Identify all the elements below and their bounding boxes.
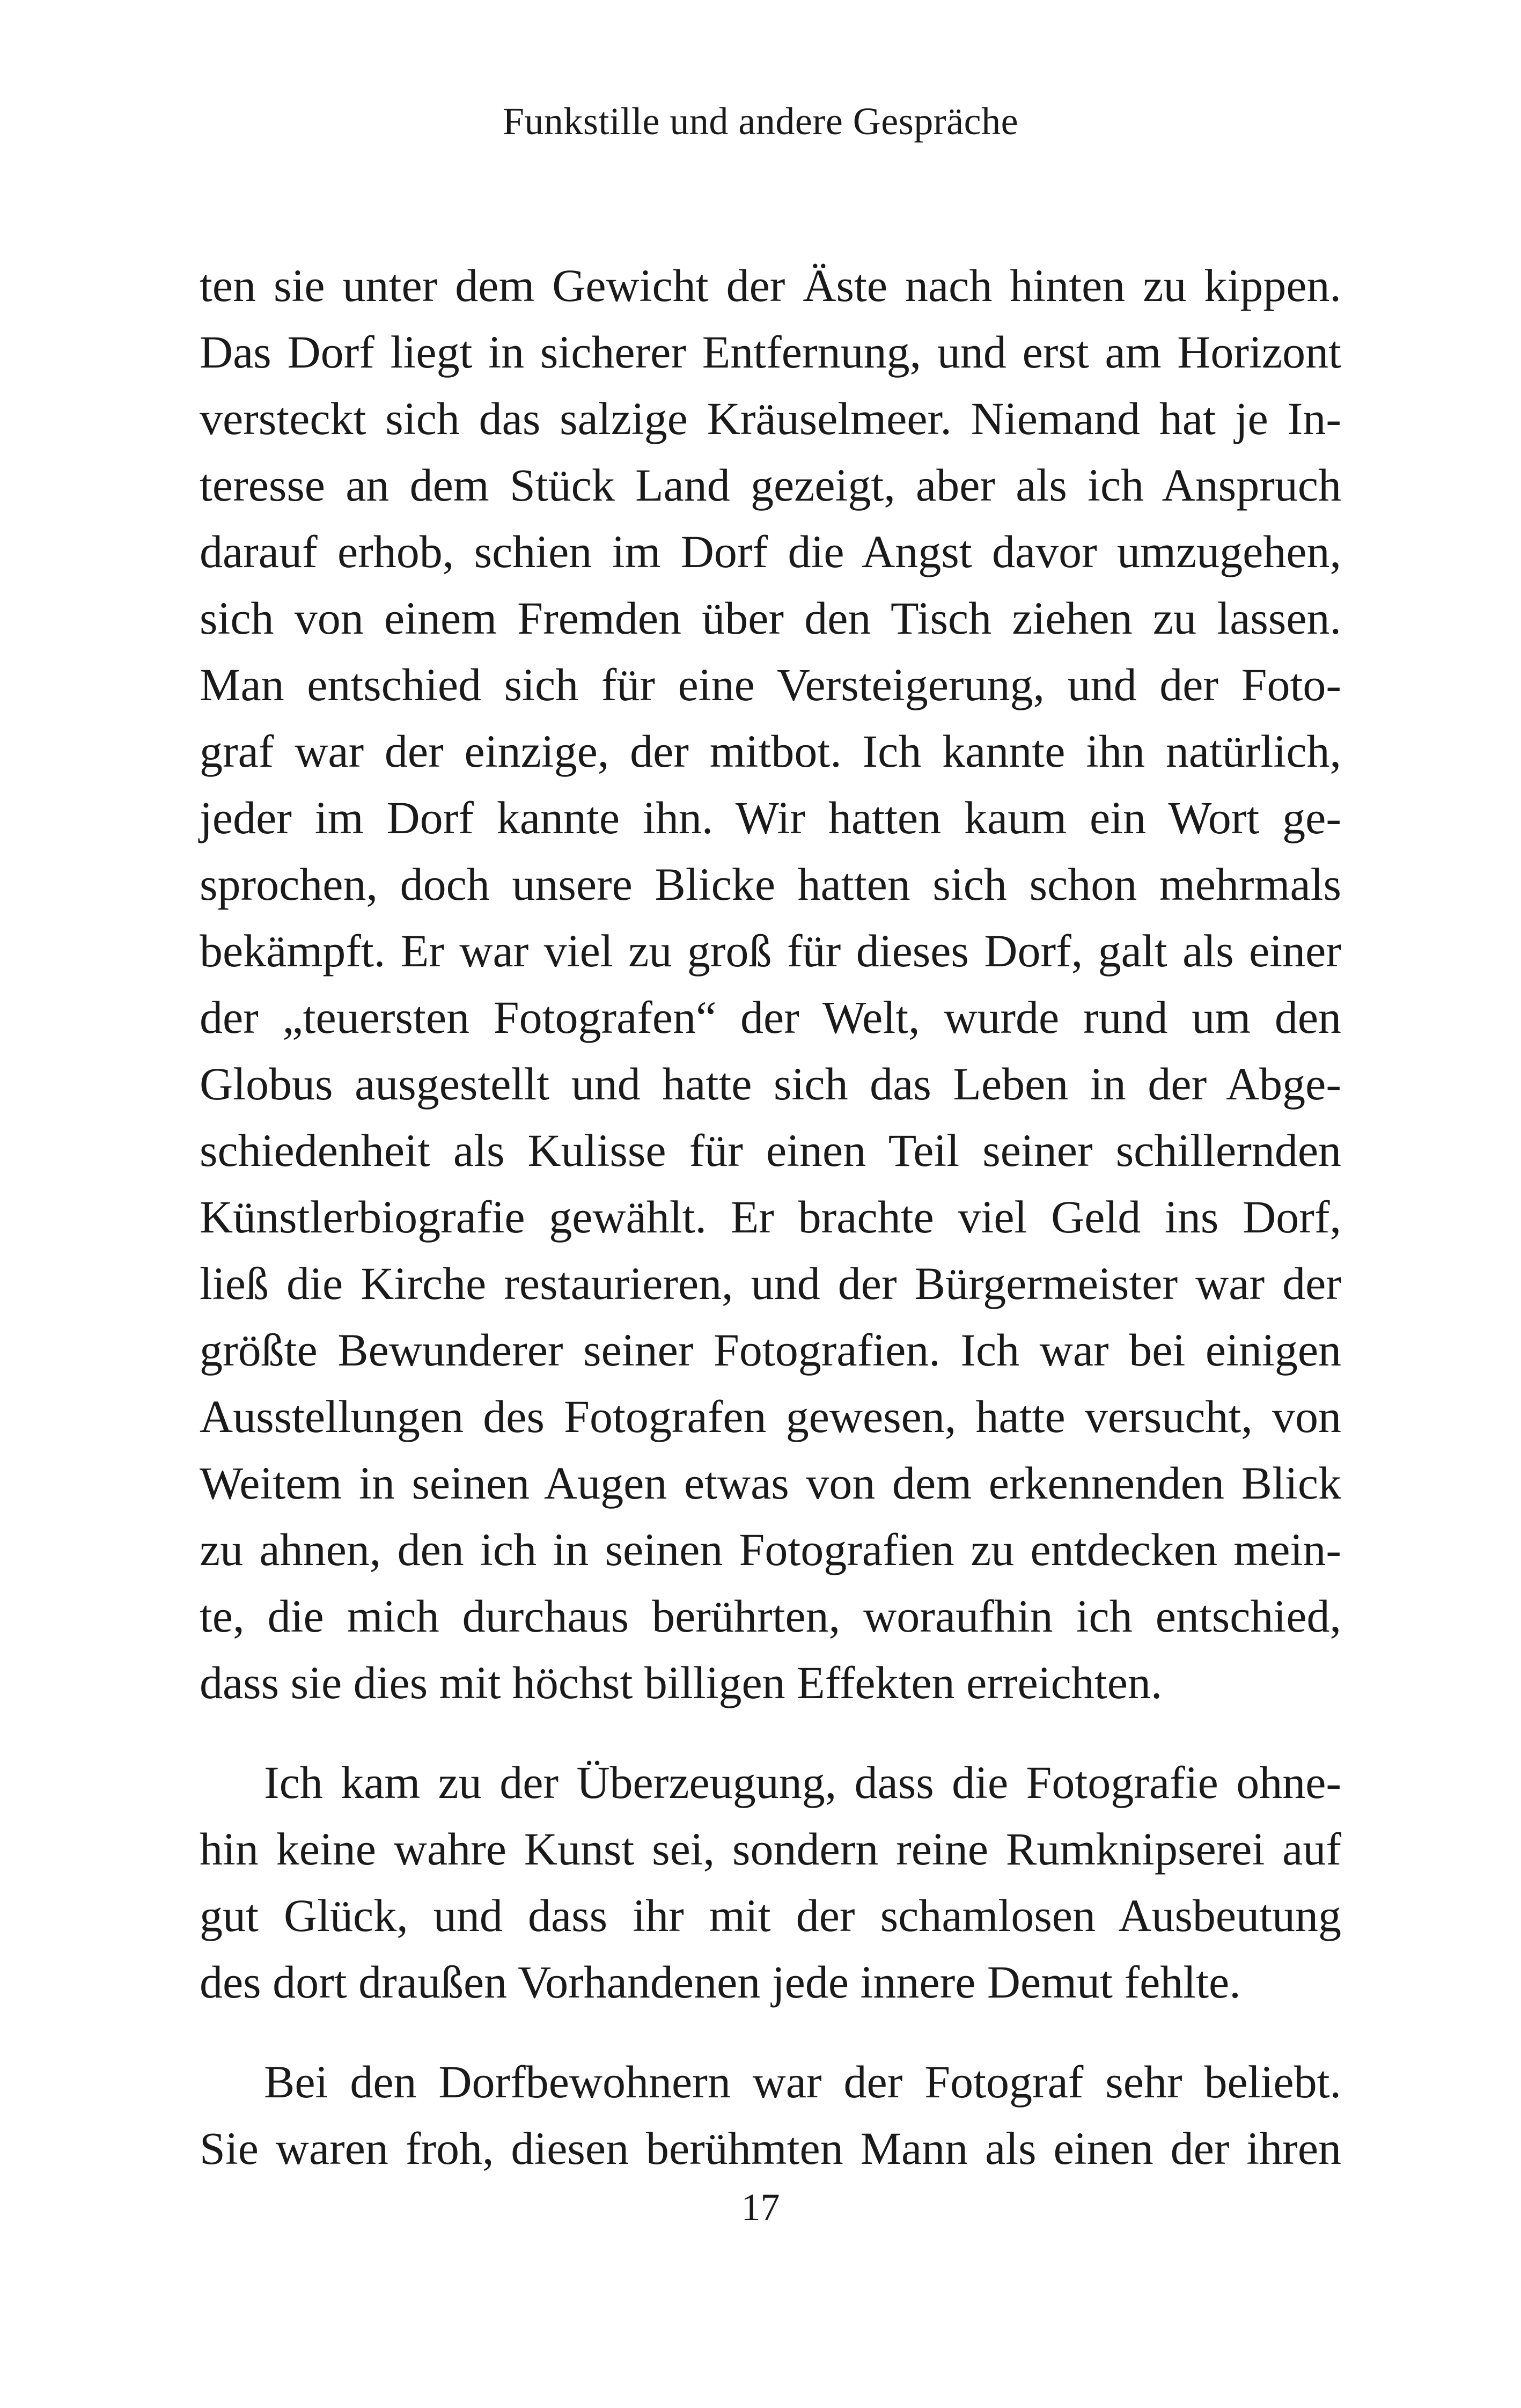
paragraph: [200, 252, 1341, 1716]
text-line: jeder im Dorf kannte ihn. Wir hatten kaum ein Wort ge-: [200, 792, 1341, 843]
text-line: Künstlerbiografie gewählt. Er brachte viel Geld ins Dorf,: [200, 1191, 1341, 1243]
text-line: darauf erhob, schien im Dorf die Angst davor umzugehen,: [200, 526, 1341, 577]
text-line: Weitem in seinen Augen etwas von dem erkennenden Blick: [200, 1457, 1341, 1509]
text-line: sich von einem Fremden über den Tisch ziehen zu lassen.: [200, 592, 1341, 644]
text-line: Ausstellungen des Fotografen gewesen, hatte versucht, von: [200, 1391, 1341, 1442]
paragraph-spacer: [200, 2015, 1341, 2049]
body-text: [200, 252, 1341, 2182]
running-head: Funkstille und andere Gespräche: [502, 100, 1019, 143]
text-line: Man entschied sich für eine Versteigerung, und der Foto-: [200, 659, 1341, 710]
text-line: dass sie dies mit höchst billigen Effekten erreichten.: [200, 1657, 1163, 1708]
text-line: größte Bewunderer seiner Fotografien. Ich war bei einigen: [200, 1324, 1341, 1376]
paragraph: [200, 1749, 1341, 2015]
text-line: ließ die Kirche restaurieren, und der Bürgermeister war der: [200, 1258, 1341, 1309]
text-line: zu ahnen, den ich in seinen Fotografien zu entdecken mein-: [200, 1524, 1341, 1575]
text-line: teresse an dem Stück Land gezeigt, aber als ich Anspruch: [200, 459, 1341, 511]
text-line: te, die mich durchaus berührten, woraufhin ich entschied,: [200, 1590, 1341, 1642]
text-line: hin keine wahre Kunst sei, sondern reine Rumknipserei auf: [200, 1823, 1341, 1875]
text-line: des dort draußen Vorhandenen jede innere Demut fehlte.: [200, 1956, 1241, 2008]
text-line: versteckt sich das salzige Kräuselmeer. Niemand hat je In-: [200, 393, 1341, 444]
text-line: der „teuersten Fotografen“ der Welt, wurde rund um den: [200, 992, 1341, 1043]
text-line: bekämpft. Er war viel zu groß für dieses Dorf, galt als einer: [200, 925, 1341, 977]
text-line: graf war der einzige, der mitbot. Ich kannte ihn natürlich,: [200, 725, 1341, 777]
text-line: sprochen, doch unsere Blicke hatten sich schon mehrmals: [200, 858, 1341, 910]
text-line: Das Dorf liegt in sicherer Entfernung, und erst am Horizont: [200, 326, 1341, 378]
text-line: schiedenheit als Kulisse für einen Teil seiner schillernden: [200, 1125, 1341, 1176]
text-line: gut Glück, und dass ihr mit der schamlosen Ausbeutung: [200, 1890, 1341, 1941]
text-line: Sie waren froh, diesen berühmten Mann als einen der ihren: [200, 2123, 1341, 2174]
text-line: Ich kam zu der Überzeugung, dass die Fotografie ohne-: [264, 1757, 1341, 1808]
text-line: ten sie unter dem Gewicht der Äste nach hinten zu kippen.: [200, 260, 1341, 311]
text-line: Globus ausgestellt und hatte sich das Leben in der Abge-: [200, 1058, 1341, 1110]
page-number: 17: [741, 2186, 780, 2229]
text-line: Bei den Dorfbewohnern war der Fotograf sehr beliebt.: [264, 2056, 1341, 2108]
paragraph: [200, 2049, 1341, 2182]
paragraph-spacer: [200, 1716, 1341, 1749]
